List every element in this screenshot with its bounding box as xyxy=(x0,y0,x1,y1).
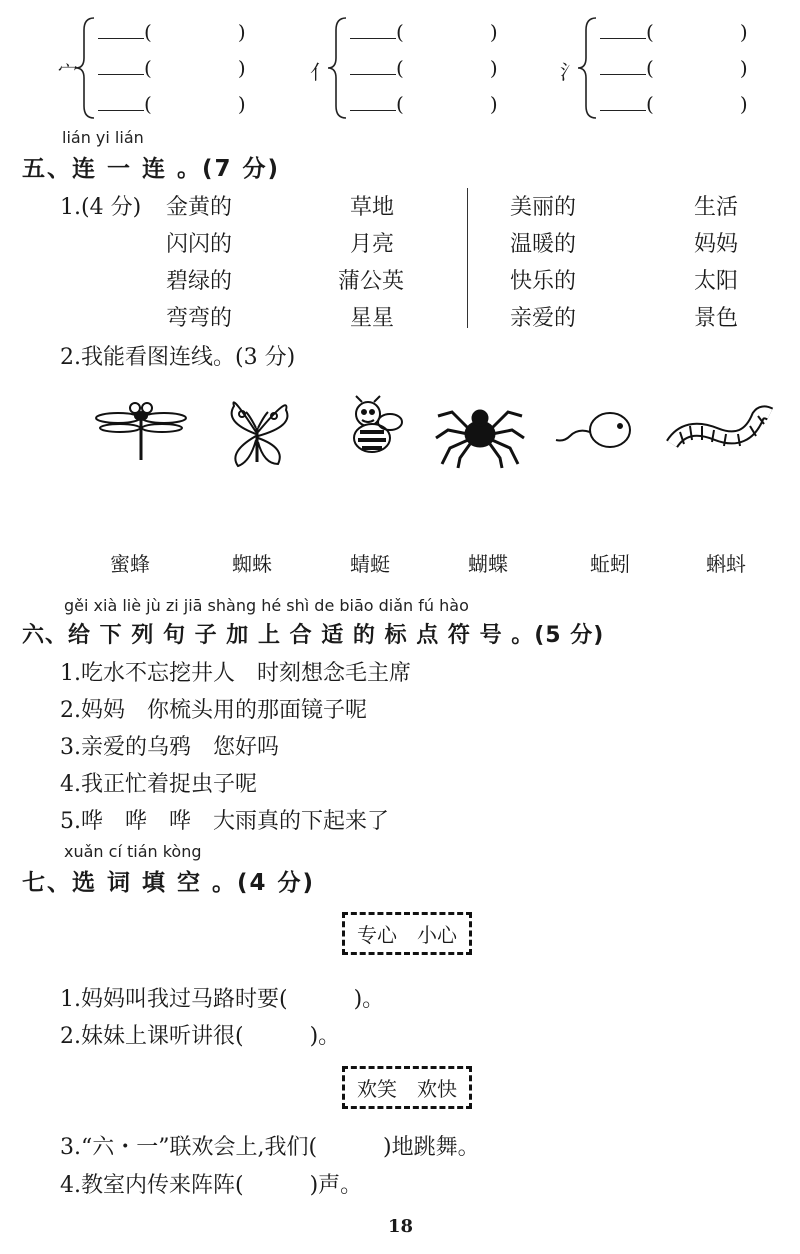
spider-icon[interactable] xyxy=(432,394,528,470)
dragonfly-icon[interactable] xyxy=(92,396,188,466)
word-choice-box-1: 专心 小心 xyxy=(342,912,472,955)
section6-title: 六、给 下 列 句 子 加 上 合 适 的 标 点 符 号 。(5 分) xyxy=(22,623,605,648)
animal-name[interactable]: 蝌蚪 xyxy=(706,552,746,576)
punctuation-sentence[interactable]: 4.我正忙着捉虫子呢 xyxy=(60,772,257,797)
match-right-target[interactable]: 妈妈 xyxy=(694,232,739,257)
match-right-target[interactable]: 景色 xyxy=(694,306,739,331)
match-right-word[interactable]: 美丽的 xyxy=(510,195,577,220)
match-left-target[interactable]: 月亮 xyxy=(350,232,395,257)
section5-pinyin: lián yi lián xyxy=(62,128,144,147)
match-left-word[interactable]: 金黄的 xyxy=(166,195,233,220)
fill-blank-sentence[interactable]: 4.教室内传来阵阵( )声。 xyxy=(60,1173,363,1198)
match-left-word[interactable]: 弯弯的 xyxy=(166,306,233,331)
section7-pinyin: xuǎn cí tián kòng xyxy=(64,842,202,861)
radical-2: 亻 xyxy=(310,60,330,84)
fill-row[interactable]: ( ) xyxy=(350,20,498,44)
punctuation-sentence[interactable]: 2.妈妈 你梳头用的那面镜子呢 xyxy=(60,698,367,723)
brace-icon xyxy=(326,16,348,120)
earthworm-icon[interactable] xyxy=(666,404,776,460)
fill-row[interactable]: ( ) xyxy=(600,20,748,44)
match-left-target[interactable]: 草地 xyxy=(350,195,395,220)
match-left-word[interactable]: 闪闪的 xyxy=(166,232,233,257)
animal-name[interactable]: 蜘蛛 xyxy=(232,552,272,576)
punctuation-sentence[interactable]: 1.吃水不忘挖井人 时刻想念毛主席 xyxy=(60,661,411,686)
fill-row[interactable]: ( ) xyxy=(98,20,246,44)
fill-blank-sentence[interactable]: 2.妹妹上课听讲很( )。 xyxy=(60,1024,341,1049)
match-right-word[interactable]: 快乐的 xyxy=(510,269,577,294)
punctuation-sentence[interactable]: 5.哗 哗 哗 大雨真的下起来了 xyxy=(60,809,389,834)
match-left-word[interactable]: 碧绿的 xyxy=(166,269,233,294)
fill-row[interactable]: ( ) xyxy=(350,56,498,80)
match-right-word[interactable]: 亲爱的 xyxy=(510,306,577,331)
radical-group-3 xyxy=(560,16,790,120)
match-right-target[interactable]: 太阳 xyxy=(694,269,739,294)
bee-icon[interactable] xyxy=(338,394,410,466)
animal-name[interactable]: 蜻蜓 xyxy=(350,552,390,576)
fill-row[interactable]: ( ) xyxy=(600,56,748,80)
match-right-target[interactable]: 生活 xyxy=(694,195,739,220)
match-left-target[interactable]: 蒲公英 xyxy=(338,269,405,294)
animal-name[interactable]: 蚯蚓 xyxy=(590,552,630,576)
animal-name[interactable]: 蝴蝶 xyxy=(468,552,508,576)
fill-row[interactable]: ( ) xyxy=(98,92,246,116)
fill-row[interactable]: ( ) xyxy=(98,56,246,80)
radical-1: 宀 xyxy=(58,60,78,84)
section6-pinyin: gěi xià liè jù zi jiā shàng hé shì de biāo diǎn fú hào xyxy=(64,596,469,615)
brace-icon xyxy=(576,16,598,120)
q1-label: 1.(4 分) xyxy=(60,195,142,220)
fill-blank-sentence[interactable]: 3.“六・一”联欢会上,我们( )地跳舞。 xyxy=(60,1135,480,1160)
radical-group-1 xyxy=(58,16,288,120)
section7-title: 七、选 词 填 空 。(4 分) xyxy=(22,870,316,896)
q2-label: 2.我能看图连线。(3 分) xyxy=(60,345,296,370)
fill-row[interactable]: ( ) xyxy=(600,92,748,116)
page-number: 18 xyxy=(388,1216,414,1237)
match-right-word[interactable]: 温暖的 xyxy=(510,232,577,257)
animal-name[interactable]: 蜜蜂 xyxy=(110,552,150,576)
word-choice-box-2: 欢笑 欢快 xyxy=(342,1066,472,1109)
match-left-target[interactable]: 星星 xyxy=(350,306,395,331)
radical-3: 氵 xyxy=(560,60,580,84)
brace-icon xyxy=(74,16,96,120)
tadpole-icon[interactable] xyxy=(554,406,634,456)
butterfly-icon[interactable] xyxy=(220,392,296,472)
section5-title: 五、连 一 连 。(7 分) xyxy=(22,156,281,182)
radical-group-2 xyxy=(310,16,540,120)
fill-blank-sentence[interactable]: 1.妈妈叫我过马路时要( )。 xyxy=(60,987,385,1012)
fill-row[interactable]: ( ) xyxy=(350,92,498,116)
column-divider xyxy=(467,188,468,328)
punctuation-sentence[interactable]: 3.亲爱的乌鸦 您好吗 xyxy=(60,735,279,760)
